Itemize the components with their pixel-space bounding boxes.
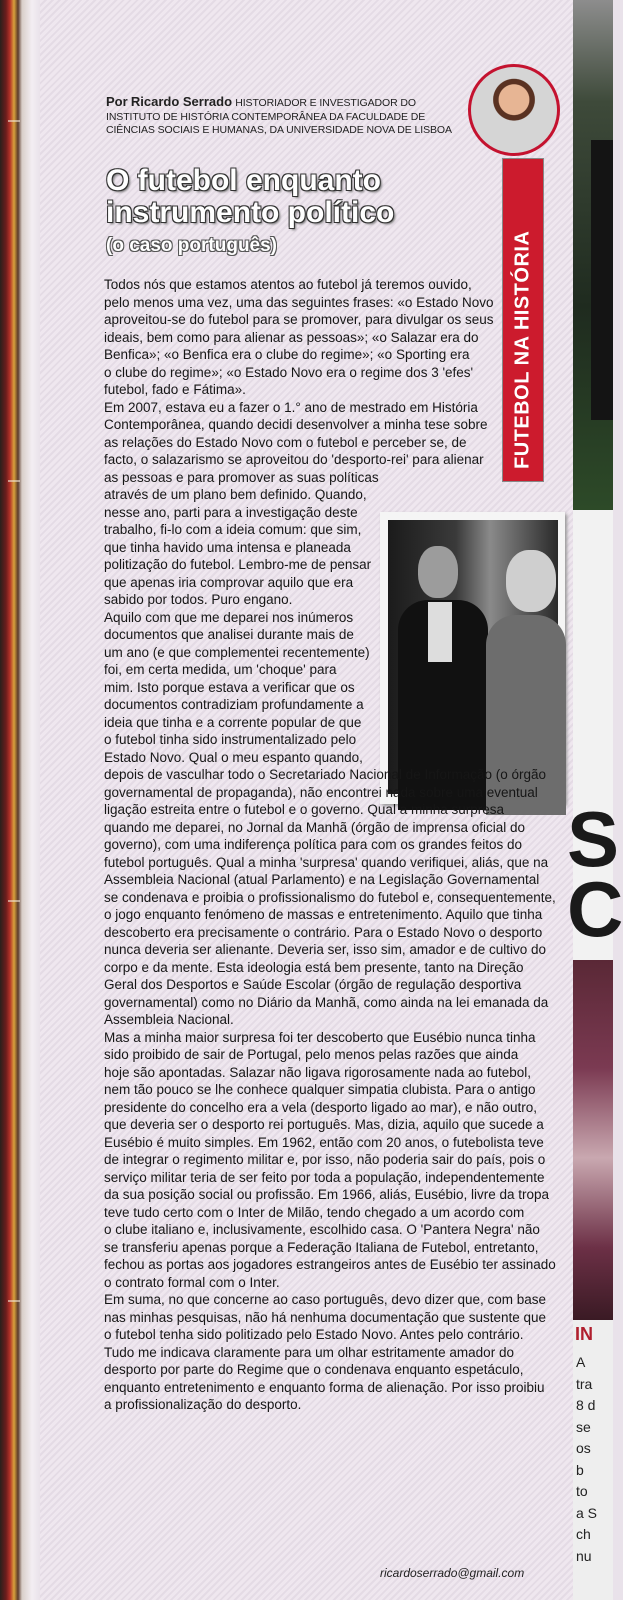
neighbour-photo-top — [573, 0, 613, 510]
body-line: serviço militar teria de ser feito por toda a população, independentemente — [104, 1169, 545, 1185]
body-line: de integrar o regimento militar e, por isso, não poderia sair do país, pois o — [104, 1152, 546, 1167]
neighbour-text-fragment: tra — [576, 1375, 593, 1392]
binding-mark — [8, 1300, 20, 1302]
body-line: Tudo me indicava claramente para um olhar estritamente amador do — [104, 1344, 514, 1360]
body-line: Benfica»; «o Benfica era o clube do regime»; «o Sporting era — [104, 347, 470, 362]
body-line: o futebol tinha sido instrumentalizado pelo — [104, 732, 357, 747]
body-line: governo), com uma indiferença política para com os grandes feitos do — [104, 837, 522, 852]
body-line: Assembleia Nacional (atual Parlamento) e na Legislação Governamental — [104, 872, 540, 887]
body-line: Mas a minha maior surpresa foi ter descoberto que Eusébio nunca tinha — [104, 1029, 536, 1045]
author-role-line: INSTITUTO DE HISTÓRIA CONTEMPORÂNEA DA FACULDADE DE — [106, 110, 426, 123]
body-line: as pessoas e para promover as suas políticas — [104, 469, 379, 485]
body-line: nesse ano, parti para a investigação deste — [104, 504, 358, 520]
body-line: da sua posição social ou profissão. Em 1966, aliás, Eusébio, livre da tropa — [104, 1187, 550, 1202]
body-line: Em 2007, estava eu a fazer o 1.° ano de mestrado em História — [104, 399, 478, 415]
byline-prefix: Por — [106, 94, 128, 109]
body-line: o contrato formal com o Inter. — [104, 1274, 280, 1290]
body-line: aproveitou-se do futebol para se promover, para divulgar os seus — [104, 312, 494, 327]
body-line: foi, em certa medida, um 'choque' para — [104, 662, 337, 677]
body-line: depois de vasculhar todo o Secretariado Nacional de Informação (o órgão — [104, 767, 547, 782]
body-line: se condenava e proibia o profissionalismo do futebol e, consequentemente, — [104, 889, 556, 905]
body-line: nunca deveria ser alienante. Deveria ser, isso sim, amador e de cultivo do — [104, 942, 546, 957]
title-line: O futebol enquanto — [106, 164, 381, 197]
title-line: instrumento político — [106, 196, 395, 229]
neighbour-headline-letter: S — [567, 795, 620, 883]
author-role-line: CIÊNCIAS SOCIAIS E HUMANAS, DA UNIVERSIDADE NOVA DE LISBOA — [106, 124, 452, 136]
body-line: Estado Novo. Qual o meu espanto quando, — [104, 749, 363, 765]
body-line: documentos que analisei durante mais de — [104, 627, 354, 642]
neighbour-text-fragment: A — [576, 1354, 586, 1370]
neighbour-text-fragment: nu — [576, 1547, 592, 1564]
body-line: ligação estreita entre o futebol e o governo. Qual a minha surpresa — [104, 802, 504, 817]
author-photo — [468, 64, 560, 156]
neighbour-text-fragment: 8 d — [576, 1397, 596, 1413]
neighbour-text-fragment: se — [576, 1418, 591, 1435]
body-line: ideais, bem como para alienar as pessoas»; «o Salazar era do — [104, 329, 479, 345]
body-line: a profissionalização do desporto. — [104, 1397, 302, 1412]
body-line: o jogo enquanto fenómeno de massas e entretenimento. Aquilo que tinha — [104, 907, 543, 922]
body-line: as relações do Estado Novo com o futebol e perceber se, de — [104, 434, 467, 450]
body-line: se transferiu apenas porque a Federação Italiana de Futebol, entretanto, — [104, 1239, 539, 1255]
body-line: ideia que tinha e a corrente popular de que — [104, 714, 362, 730]
body-line: mim. Isto porque estava a verificar que os — [104, 679, 355, 695]
body-line: politização do futebol. Lembro-me de pensar — [104, 557, 372, 572]
body-line: futebol português. Qual a minha 'surpresa' quando verifiquei, aliás, que na — [104, 854, 549, 870]
section-tab-label: FUTEBOL NA HISTÓRIA — [511, 230, 534, 469]
body-line: Contemporânea, quando decidi desenvolver a minha tese sobre — [104, 417, 488, 432]
body-line: desporto por parte do Regime que o condenava enquanto espetáculo, — [104, 1362, 524, 1377]
article-body — [104, 276, 564, 1414]
body-line: que deveria ser o desporto rei português. Mas, dizia, aquilo que sucede a — [104, 1117, 544, 1132]
neighbour-text-fragment: b — [576, 1461, 584, 1478]
body-line: pelo menos uma vez, uma das seguintes frases: «o Estado Novo — [104, 294, 494, 310]
body-line: fechou as portas aos jogadores estrangeiros antes de Eusébio ter assinado — [104, 1257, 556, 1272]
neighbour-headline-letter: C — [567, 865, 623, 953]
binding-mark — [8, 120, 20, 122]
neighbour-section-label: IN — [575, 1324, 593, 1344]
neighbour-text-column — [576, 1352, 613, 1567]
body-line: hoje são apontadas. Salazar não ligava rigorosamente nada ao futebol, — [104, 1064, 532, 1080]
body-line: teve tudo certo com o Inter de Milão, tendo chegado a um acordo com — [104, 1204, 525, 1220]
binding-mark — [8, 900, 20, 902]
body-line: trabalho, fi-lo com a ideia comum: que sim, — [104, 522, 362, 537]
neighbour-text-fragment: to — [576, 1483, 588, 1499]
body-line: sido proibido de sair de Portugal, pelo menos pelas razões que ainda — [104, 1047, 519, 1062]
magazine-binding — [0, 0, 40, 1600]
body-line: o clube do regime»; «o Estado Novo era o regime dos 3 'efes' — [104, 364, 474, 380]
neighbour-headline-area — [567, 510, 623, 960]
body-line: nas minhas pesquisas, não há nenhuma documentação que sustente que — [104, 1309, 547, 1325]
body-line: Eusébio é muito simples. Em 1962, então com 20 anos, o futebolista teve — [104, 1134, 544, 1150]
author-name: Ricardo Serrado — [130, 94, 233, 109]
article-subtitle: (o caso português) — [106, 235, 278, 256]
body-line: que apenas iria comprovar aquilo que era — [104, 574, 354, 590]
article-title — [106, 165, 446, 229]
body-line: governamental de propaganda), não encontrei nada sobre uma eventual — [104, 784, 538, 800]
body-line: facto, o salazarismo se aproveitou do 'desporto-rei' para alienar — [104, 452, 484, 467]
body-line: Em suma, no que concerne ao caso português, devo dizer que, com base — [104, 1292, 547, 1307]
neighbour-page-edge — [567, 0, 623, 1600]
binding-mark — [8, 480, 20, 482]
body-line: descoberto era precisamente o contrário. Para o Estado Novo o desporto — [104, 924, 543, 940]
body-line: que tinha havido uma intensa e planeada — [104, 539, 351, 555]
neighbour-text-fragment: os — [576, 1440, 591, 1456]
body-line: um ano (e que complementei recentemente) — [104, 644, 370, 660]
body-line: através de um plano bem definido. Quando, — [104, 487, 367, 502]
body-line: corpo e da mente. Esta ideologia está bem presente, tanto na Direção — [104, 959, 524, 975]
author-email: ricardoserrado@gmail.com — [380, 1566, 525, 1580]
body-line: Assembleia Nacional. — [104, 1012, 234, 1027]
neighbour-text-fragment: ch — [576, 1526, 591, 1542]
neighbour-photo-middle — [573, 960, 613, 1320]
body-line: sabido por todos. Puro engano. — [104, 592, 293, 607]
byline — [106, 95, 466, 138]
body-line: Todos nós que estamos atentos ao futebol já teremos ouvido, — [104, 277, 472, 292]
neighbour-text-fragment: a S — [576, 1504, 598, 1521]
body-line: nem tão pouco se lhe conhece qualquer simpatia clubista. Para o antigo — [104, 1082, 536, 1097]
author-role-line: HISTORIADOR E INVESTIGADOR DO — [235, 97, 416, 109]
body-line: documentos contradiziam profundamente a — [104, 697, 364, 712]
body-line: o clube italiano e, inclusivamente, escolhido casa. O 'Pantera Negra' não — [104, 1222, 540, 1237]
body-line: enquanto entretenimento e enquanto forma de alienação. Por isso proibiu — [104, 1379, 545, 1395]
body-line: futebol, fado e Fátima». — [104, 382, 246, 397]
body-line: o futebol tenha sido politizado pelo Estado Novo. Antes pelo contrário. — [104, 1327, 524, 1342]
body-line: quando me deparei, no Jornal da Manhã (órgão de imprensa oficial do — [104, 819, 526, 835]
body-line: Aquilo com que me deparei nos inúmeros — [104, 609, 354, 625]
body-line: Geral dos Desportos e Saúde Escolar (órgão de regulação desportiva — [104, 977, 522, 992]
body-line: presidente do concelho era a vela (desporto ligado ao mar), e não outro, — [104, 1099, 538, 1115]
body-line: governamental) como no Diário da Manhã, como ainda na lei emanada da — [104, 994, 549, 1010]
